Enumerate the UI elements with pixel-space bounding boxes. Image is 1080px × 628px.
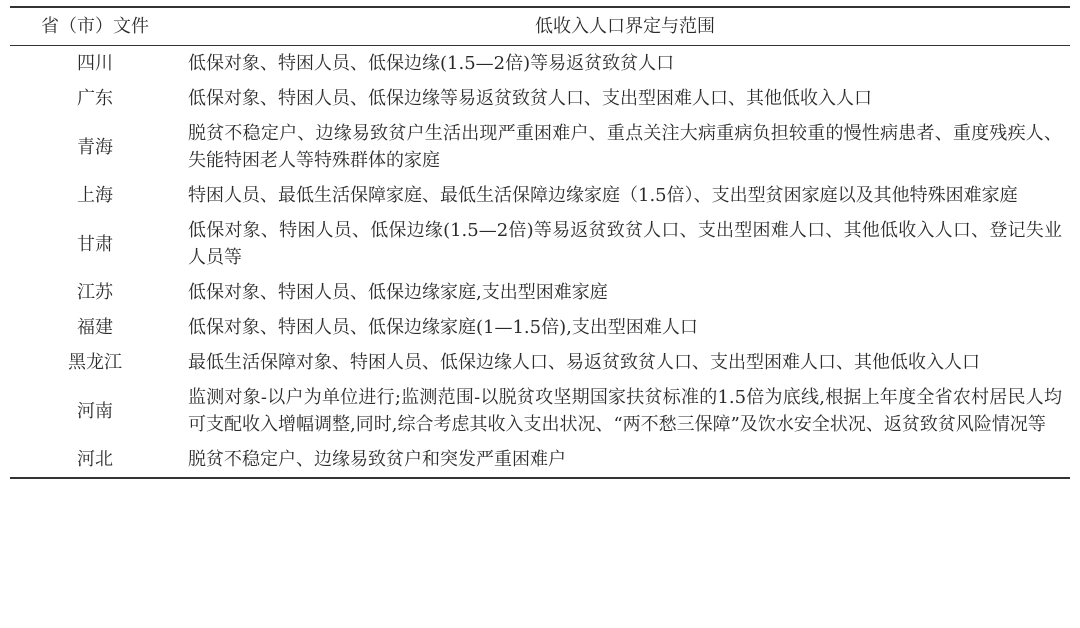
header-province-document: 省（市）文件 [41,16,149,37]
scope-cell: 监测对象-以户为单位进行;监测范围-以脱贫攻坚期国家扶贫标准的1.5倍为底线,根据上年度全省农村居民人均可支配收入增幅调整,同时,综合考虑其收入支出状况、“两不愁三保障”及饮水安全状况、返贫致贫风险情况等 [188,387,1062,435]
scope-cell: 低保对象、特困人员、低保边缘(1.5—2倍)等易返贫致贫人口、支出型困难人口、其他低收入人口、登记失业人员等 [188,220,1062,268]
scope-cell: 低保对象、特困人员、低保边缘(1.5—2倍)等易返贫致贫人口 [188,53,675,74]
province-cell: 青海 [77,136,113,158]
province-cell: 福建 [77,317,113,338]
header-definition-scope: 低收入人口界定与范围 [535,16,715,37]
table-header-row [10,7,1070,46]
scope-cell: 特困人员、最低生活保障家庭、最低生活保障边缘家庭（1.5倍）、支出型贫困家庭以及其他特殊困难家庭 [188,185,1018,206]
scope-cell: 最低生活保障对象、特困人员、低保边缘人口、易返贫致贫人口、支出型困难人口、其他低收入人口 [188,352,980,373]
table-row [10,380,1070,442]
scope-cell: 脱贫不稳定户、边缘易致贫户和突发严重困难户 [188,449,566,470]
province-cell: 河南 [77,400,113,422]
province-cell: 江苏 [77,282,113,303]
table-row [10,178,1070,213]
table-row [10,213,1070,275]
scope-cell: 低保对象、特困人员、低保边缘家庭,支出型困难家庭 [188,282,608,303]
table-row [10,442,1070,478]
province-cell: 广东 [77,88,113,109]
scope-cell: 低保对象、特困人员、低保边缘家庭(1—1.5倍),支出型困难人口 [188,317,698,338]
province-cell: 甘肃 [77,233,113,255]
table-row [10,116,1070,178]
low-income-population-table [10,6,1070,479]
province-cell: 河北 [77,449,113,470]
table-row [10,81,1070,116]
province-cell: 黑龙江 [68,352,122,373]
scope-cell: 低保对象、特困人员、低保边缘等易返贫致贫人口、支出型困难人口、其他低收入人口 [188,88,872,109]
table-row [10,275,1070,310]
table-row [10,310,1070,345]
scope-cell: 脱贫不稳定户、边缘易致贫户生活出现严重困难户、重点关注大病重病负担较重的慢性病患者、重度残疾人、失能特困老人等特殊群体的家庭 [188,123,1062,171]
table-row [10,345,1070,380]
table-row [10,46,1070,82]
province-cell: 上海 [77,185,113,206]
province-cell: 四川 [77,53,113,74]
